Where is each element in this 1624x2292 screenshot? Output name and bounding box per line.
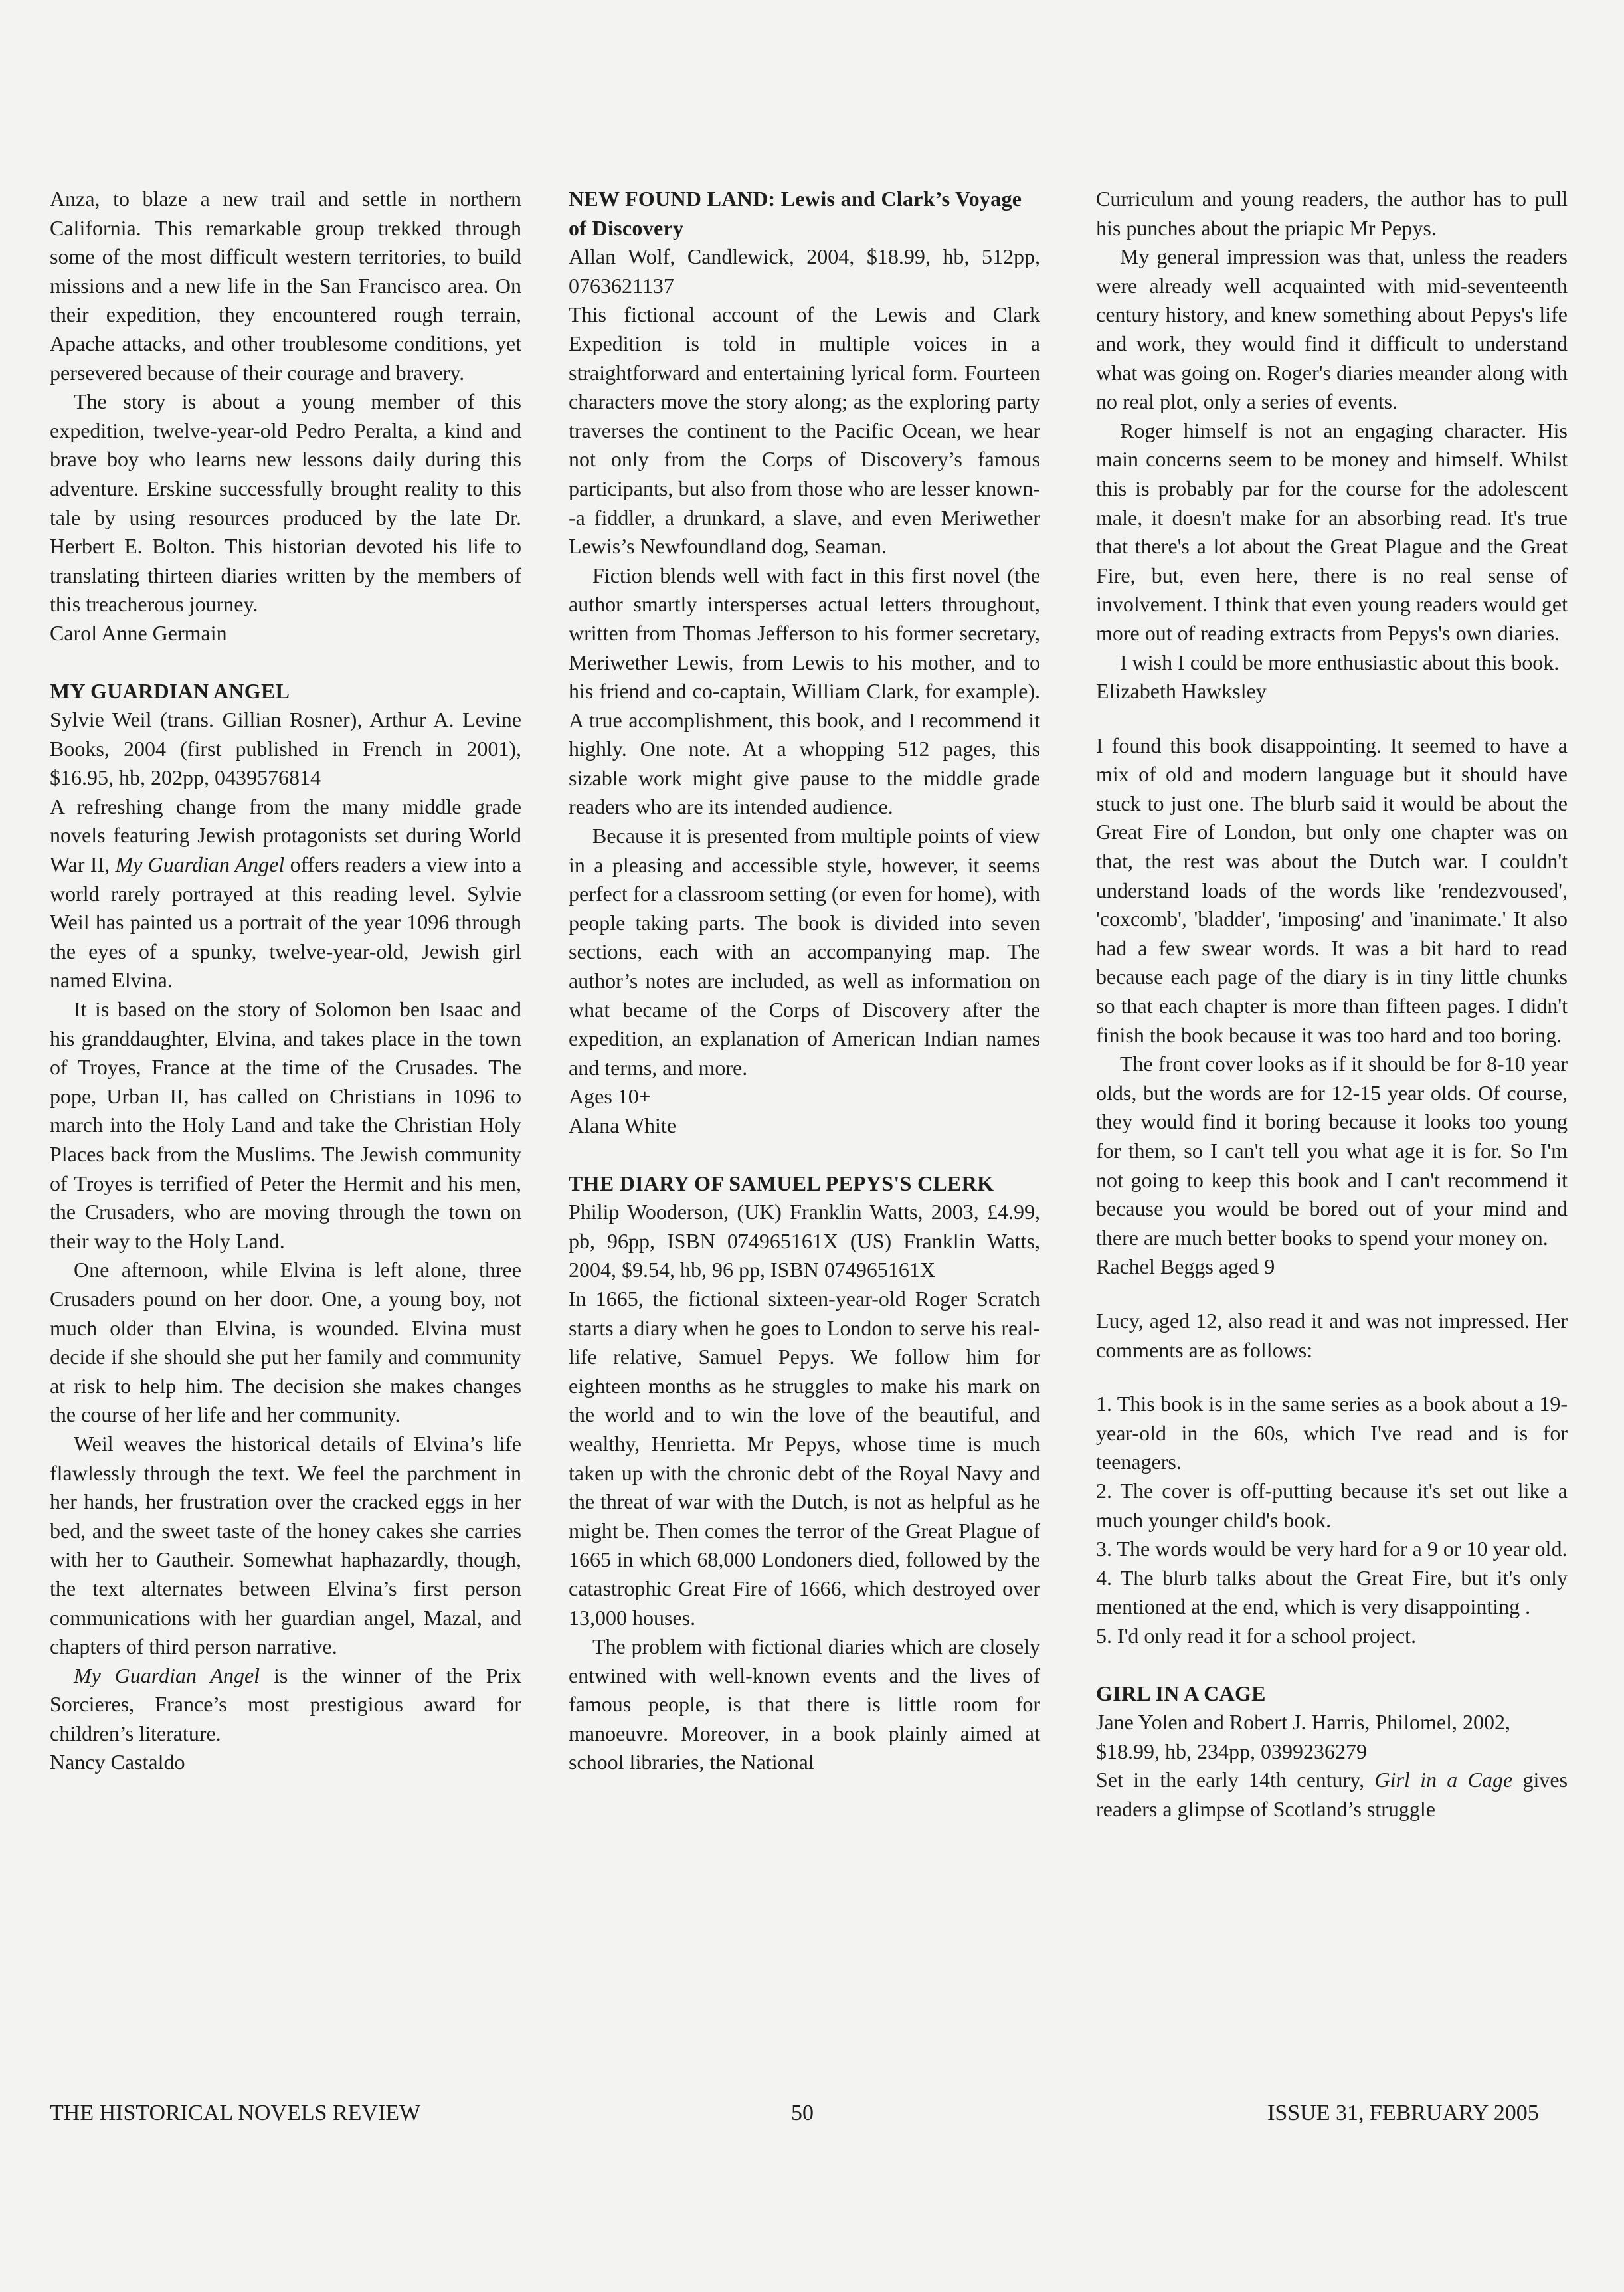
review-paragraph: This fictional account of the Lewis and Clark Expedition is told in multiple voices in a straightforward and entertaining lyrical form. Fourteen characters move the story along; as the exploring party traverses the continent to the Pacific Ocean, we hear not only from the Corps of Discovery’s famous participants, but also from those who are lesser known--a fiddler, a drunkard, a slave, and even Meriwether Lewis’s Newfoundland dog, Seaman. xyxy=(569,302,1040,559)
book-title-italic: My Guardian Angel xyxy=(74,1663,260,1687)
footer-publication-name: THE HISTORICAL NOVELS REVIEW xyxy=(50,2101,421,2125)
review-paragraph: Curriculum and young readers, the author has to pull his punches about the priapic Mr Pepys. xyxy=(1096,187,1568,240)
review-title-diary-of-samuel-pepys-clerk: THE DIARY OF SAMUEL PEPYS'S CLERK xyxy=(569,1171,994,1195)
reviewer-name: Alana White xyxy=(569,1113,677,1137)
list-item: 4. The blurb talks about the Great Fire, but it's only mentioned at the end, which is very disappointing . xyxy=(1096,1565,1568,1619)
page-number: 50 xyxy=(791,2101,814,2125)
review-paragraph: Weil weaves the historical details of Elvina’s life flawlessly through the text. We feel the parchment in her hands, her frustration over the cracked eggs in her bed, and the sweet taste of the honey cakes she carries with her to Gautheir. Somewhat haphazardly, though, the text alternates between Elvina’s first person communications with her guardian angel, Mazal, and chapters of third person narrative. xyxy=(50,1431,521,1659)
review-paragraph: Because it is presented from multiple points of view in a pleasing and accessible style, however, it seems perfect for a classroom setting (or even for home), with people taking parts. The book is divided into seven sections, each with an accompanying map. The author’s notes are included, as well as information on what became of the Corps of Discovery after the expedition, an explanation of American Indian names and terms, and more. xyxy=(569,824,1040,1080)
list-item: 2. The cover is off-putting because it's set out like a much younger child's book. xyxy=(1096,1478,1568,1532)
review-paragraph: Anza, to blaze a new trail and settle in northern California. This remarkable group trekked through some of the most difficult western territories, to build missions and a new life in the San Francisco area. On their expedition, they encountered rough terrain, Apache attacks, and other troublesome conditions, yet persevered because of their courage and bravery. xyxy=(50,187,521,385)
review-paragraph: My Guardian Angel is the winner of the Prix Sorcieres, France’s most prestigious award for children’s literature. xyxy=(50,1663,522,1745)
review-title-my-guardian-angel: MY GUARDIAN ANGEL xyxy=(50,678,290,703)
list-item: 5. I'd only read it for a school project. xyxy=(1096,1623,1417,1648)
bibliographic-info: Sylvie Weil (trans. Gillian Rosner), Arthur A. Levine Books, 2004 (first published in French in 2001), $16.95, hb, 202pp, 0439576814 xyxy=(50,708,521,790)
column-2 xyxy=(569,185,1040,1777)
review-paragraph: The front cover looks as if it should be for 8-10 year olds, but the words are for 12-15 year olds. Of course, they would find it boring because it looks too young for them, so I can't tell you what age it is for. So I'm not going to keep this book and I can't recommend it because you would be bored out of your mind and there are much better books to spend your money on. xyxy=(1096,1052,1568,1250)
review-paragraph: I found this book disappointing. It seemed to have a mix of old and modern language but it should have stuck to just one. The blurb said it would be about the Great Fire of London, but only one chapter was on that, the rest was about the Dutch war. I couldn't understand loads of the words like 'rendezvoused', 'coxcomb', 'bladder', 'imposing' and 'inanimate.' It also had a few swear words. It was a bit hard to read because each page of the diary is in tiny little chunks so that each chapter is more than fifteen pages. I didn't finish the book because it was too hard and too boring. xyxy=(1096,733,1568,1047)
bibliographic-info: Allan Wolf, Candlewick, 2004, $18.99, hb, 512pp, 0763621137 xyxy=(569,244,1040,298)
book-title-italic: My Guardian Angel xyxy=(115,852,285,877)
review-title-girl-in-a-cage: GIRL IN A CAGE xyxy=(1096,1681,1266,1705)
review-paragraph: Lucy, aged 12, also read it and was not impressed. Her comments are as follows: xyxy=(1096,1308,1568,1362)
review-paragraph: A refreshing change from the many middle grade novels featuring Jewish protagonists set during World War II, My Guardian Angel offers readers a view into a world rarely portrayed at this reading level. Sylvie Weil has painted us a portrait of the year 1096 through the eyes of a spunky, twelve-year-old, Jewish girl named Elvina. xyxy=(50,794,522,993)
reviewer-name: Carol Anne Germain xyxy=(50,621,227,645)
review-paragraph: I wish I could be more enthusiastic about this book. xyxy=(1120,650,1560,674)
review-paragraph: Roger himself is not an engaging character. His main concerns seem to be money and himself. Whilst this is probably par for the course for the adolescent male, it doesn't make for an absorbing read. It's true that there's a lot about the Great Plague and the Great Fire, but, even here, there is no real sense of involvement. I think that even young readers would get more out of reading extracts from Pepys's own diaries. xyxy=(1096,418,1568,645)
review-paragraph: The story is about a young member of this expedition, twelve-year-old Pedro Peralta, a kind and brave boy who learns new lessons daily during this adventure. Erskine successfully brought reality to this tale by using resources produced by the late Dr. Herbert E. Bolton. This historian devoted his life to translating thirteen diaries written by the members of this treacherous journey. xyxy=(50,389,521,617)
reviewer-name: Elizabeth Hawksley xyxy=(1096,679,1267,704)
age-range: Ages 10+ xyxy=(569,1084,651,1109)
list-item: 1. This book is in the same series as a book about a 19-year-old in the 60s, which I've read and is for teenagers. xyxy=(1096,1392,1568,1474)
column-3 xyxy=(1096,185,1568,1824)
comment-list xyxy=(1096,1390,1568,1650)
book-title-italic: Girl in a Cage xyxy=(1374,1768,1513,1792)
column-1 xyxy=(50,185,521,1777)
bibliographic-info: Philip Wooderson, (UK) Franklin Watts, 2003, £4.99, pb, 96pp, ISBN 074965161X (US) Franklin Watts, 2004, $9.54, hb, 96 pp, ISBN 074965161X xyxy=(569,1200,1040,1282)
reviewer-name: Rachel Beggs aged 9 xyxy=(1096,1254,1275,1279)
footer-issue-date: ISSUE 31, FEBRUARY 2005 xyxy=(1267,2101,1539,2125)
review-paragraph: It is based on the story of Solomon ben Isaac and his granddaughter, Elvina, and takes place in the town of Troyes, France at the time of the Crusades. The pope, Urban II, has called on Christians in 1096 to march into the Holy Land and take the Christian Holy Places back from the Muslims. The Jewish community of Troyes is terrified of Peter the Hermit and his men, the Crusaders, who are moving through the town on their way to the Holy Land. xyxy=(50,997,521,1253)
review-paragraph: My general impression was that, unless the readers were already well acquainted with mid-seventeenth century history, and knew something about Pepys's life and work, they would find it difficult to understand what was going on. Roger's diaries meander along with no real plot, only a series of events. xyxy=(1096,244,1568,414)
review-paragraph: Fiction blends well with fact in this first novel (the author smartly intersperses actual letters throughout, written from Thomas Jefferson to his former secretary, Meriwether Lewis, from Lewis to his mother, and to his friend and co-captain, William Clark, for example). A true accomplishment, this book, and I recommend it highly. One note. At a whopping 512 pages, this sizable work might give pause to the middle grade readers who are its intended audience. xyxy=(569,563,1040,819)
review-paragraph: The problem with fictional diaries which are closely entwined with well-known events and the lives of famous people, is that there is little room for manoeuvre. Moreover, in a book plainly aimed at school libraries, the National xyxy=(569,1634,1040,1774)
review-paragraph: One afternoon, while Elvina is left alone, three Crusaders pound on her door. One, a young boy, not much older than Elvina, is wounded. Elvina must decide if she should she put her family and community at risk to help him. The decision she makes changes the course of her life and her community. xyxy=(50,1258,521,1427)
review-paragraph: In 1665, the fictional sixteen-year-old Roger Scratch starts a diary when he goes to London to serve his real-life relative, Samuel Pepys. We follow him for eighteen months as he struggles to make his mark on the world and to win the love of the beautiful, and wealthy, Henrietta. Mr Pepys, whose time is much taken up with the chronic debt of the Royal Navy and the threat of war with the Dutch, is not as helpful as he might be. Then comes the terror of the Great Plague of 1665 in which 68,000 Londoners died, followed by the catastrophic Great Fire of 1666, which destroyed over 13,000 houses. xyxy=(569,1286,1040,1630)
list-item: 3. The words would be very hard for a 9 or 10 year old. xyxy=(1096,1537,1568,1561)
bibliographic-info: Jane Yolen and Robert J. Harris, Philomel, 2002, $18.99, hb, 234pp, 0399236279 xyxy=(1096,1710,1510,1763)
reviewer-name: Nancy Castaldo xyxy=(50,1750,185,1774)
review-paragraph: Set in the early 14th century, Girl in a Cage gives readers a glimpse of Scotland’s struggle xyxy=(1096,1768,1568,1821)
review-title-new-found-land: NEW FOUND LAND: Lewis and Clark’s Voyage of Discovery xyxy=(569,187,1022,240)
